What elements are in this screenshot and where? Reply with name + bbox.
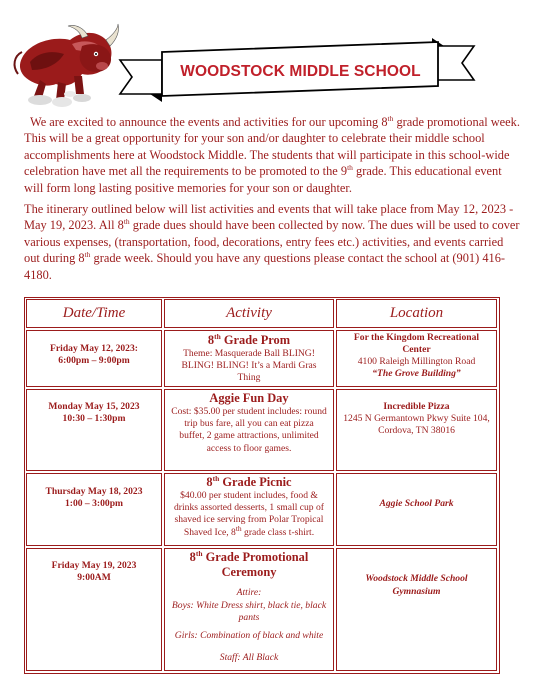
bull-mascot-logo bbox=[10, 22, 122, 108]
row-time: 1:00 – 3:00pm bbox=[64, 498, 124, 509]
table-row-2-activity bbox=[164, 389, 334, 471]
row-location-building: “The Grove Building” bbox=[372, 368, 461, 379]
table-row-2-location bbox=[336, 389, 497, 471]
row-location-name: Woodstock Middle School bbox=[365, 573, 468, 584]
row-time: 9:00AM bbox=[77, 572, 111, 583]
itinerary-table bbox=[24, 297, 500, 674]
table-row-1-date bbox=[26, 330, 162, 387]
row-activity-desc: Cost: $35.00 per student includes: round trip bus fare, all you can eat pizza buffet, 2 game attractions, unlimited access to floor games. bbox=[171, 406, 327, 454]
row-date: Friday May 19, 2023 bbox=[51, 560, 137, 571]
table-row-3-date bbox=[26, 473, 162, 546]
row-date: Friday May 12, 2023: bbox=[50, 343, 138, 354]
table-row-4-location bbox=[336, 548, 497, 671]
table-row-1-location bbox=[336, 330, 497, 387]
table-row-4-activity bbox=[164, 548, 334, 671]
table-row-2-date bbox=[26, 389, 162, 471]
row-attire-girls: Girls: Combination of black and white bbox=[174, 630, 324, 641]
school-name: WOODSTOCK MIDDLE SCHOOL bbox=[180, 63, 421, 80]
row-location-address: 4100 Raleigh Millington Road bbox=[357, 356, 476, 367]
row-activity-title: 8th Grade Picnic bbox=[206, 473, 292, 489]
table-row-1-activity bbox=[164, 330, 334, 387]
row-location-name: For the Kingdom Recreational Center bbox=[353, 332, 480, 356]
row-attire-label: Attire: bbox=[236, 587, 262, 598]
row-activity-title: Aggie Fun Day bbox=[209, 391, 289, 405]
table-row-3-location bbox=[336, 473, 497, 546]
row-activity-title: 8th Grade Promotional Ceremony bbox=[189, 548, 309, 579]
row-location-building: Gymnasium bbox=[392, 586, 441, 597]
row-activity-desc: $40.00 per student includes, food & drinks assorted desserts, 1 small cup of shaved ice serving from Polar Tropical Shaved Ice, 8th grade class t-shirt. bbox=[173, 490, 324, 538]
table-row-4-date bbox=[26, 548, 162, 671]
table-row-3-activity bbox=[164, 473, 334, 546]
header-location: Location bbox=[336, 299, 497, 328]
row-activity-desc: Theme: Masquerade Ball BLING! BLING! BLING! It’s a Mardi Gras Thing bbox=[181, 348, 317, 384]
row-time: 6:00pm – 9:00pm bbox=[58, 355, 130, 366]
row-location-name: Aggie School Park bbox=[379, 498, 454, 509]
header-date-time: Date/Time bbox=[26, 299, 162, 328]
row-location-address: 1245 N Germantown Pkwy Suite 104, Cordova, TN 38016 bbox=[343, 413, 490, 437]
intro-paragraph-1: We are excited to announce the events and activities for our upcoming 8th grade promotional week. This will be a great opportunity for your son and/or daughter to celebrate their middle school accomplishments here at Woodstock Middle. The students that will participate in this school-wide celebration have met all the requirements to be promoted to the 9th grade. This educational event will form long lasting positive memories for your son or daughter. bbox=[24, 113, 520, 195]
intro-paragraph-2: The itinerary outlined below will list activities and events that will take place from May 12, 2023 - May 19, 2023. All 8th grade dues should have been collected by now. The dues will be used to cover various expenses, (transportation, food, decorations, entry fees etc.) activities, and events carried out during 8th grade week. Should you have any questions please contact the school at (901) 416-4180. bbox=[24, 202, 520, 282]
row-attire-boys: Boys: White Dress shirt, black tie, black pants bbox=[171, 600, 327, 624]
row-attire-staff: Staff: All Black bbox=[219, 652, 279, 663]
row-activity-title: 8th Grade Prom bbox=[207, 331, 291, 347]
row-location-name: Incredible Pizza bbox=[383, 401, 450, 412]
header-activity: Activity bbox=[164, 299, 334, 328]
row-time: 10:30 – 1:30pm bbox=[62, 413, 126, 424]
row-date: Monday May 15, 2023 bbox=[48, 401, 140, 412]
row-date: Thursday May 18, 2023 bbox=[45, 486, 143, 497]
